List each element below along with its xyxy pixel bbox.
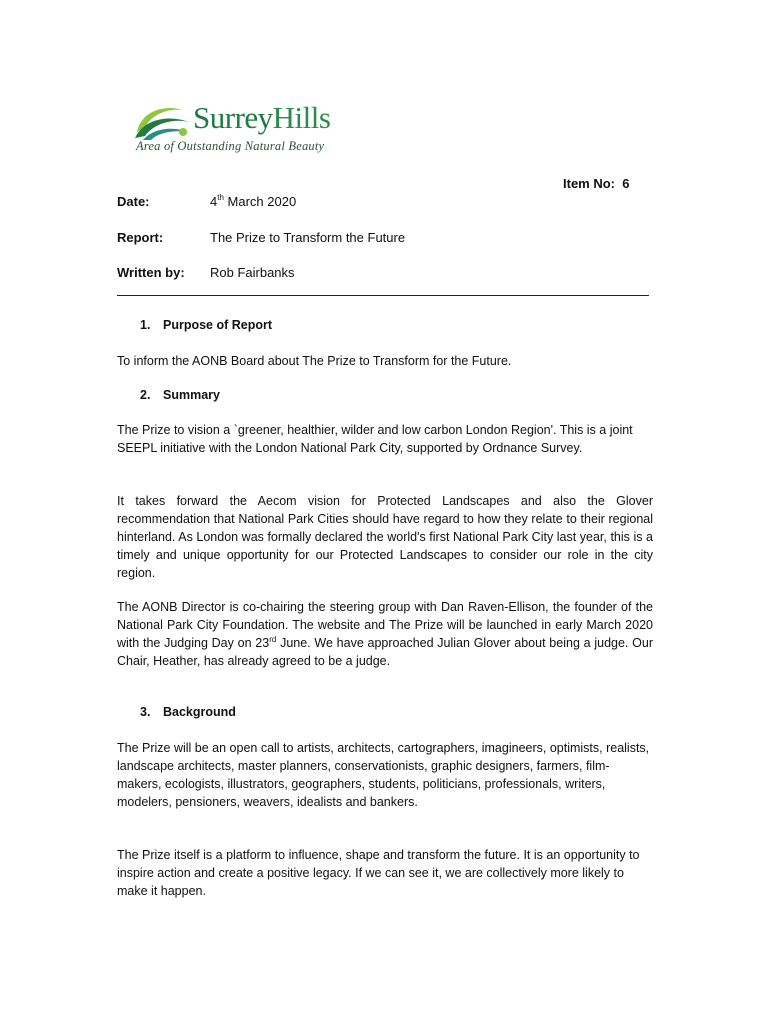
written-by-label: Written by: bbox=[117, 265, 185, 280]
item-number bbox=[563, 176, 629, 191]
report-value: The Prize to Transform the Future bbox=[210, 230, 406, 245]
item-number-value: 6 bbox=[622, 176, 630, 191]
purpose-paragraph: To inform the AONB Board about The Prize to Transform for the Future. bbox=[117, 354, 512, 368]
item-number-label: Item No: bbox=[563, 176, 615, 191]
date-value: 4th March 2020 bbox=[210, 193, 297, 209]
date-label: Date: bbox=[117, 194, 150, 209]
summary-paragraph-3: The AONB Director is co-chairing the steering group with Dan Raven-Ellison, the founder of the National Park City Foundation. The website and The Prize will be launched in early March 2020 with the Judging Day on 23rd June. We have approached Julian Glover about being a judge. Our Chair, Heather, has already agreed to be a judge. bbox=[117, 600, 653, 668]
surrey-hills-logo bbox=[133, 98, 363, 160]
report-label: Report: bbox=[117, 230, 164, 245]
section-heading-purpose: 1. Purpose of Report bbox=[140, 318, 273, 332]
horizontal-divider bbox=[117, 295, 649, 296]
logo-wordmark: SurreyHills bbox=[193, 100, 331, 135]
written-by-value: Rob Fairbanks bbox=[210, 265, 295, 280]
section-heading-background: 3. Background bbox=[140, 705, 236, 719]
background-paragraph-2: The Prize itself is a platform to influence, shape and transform the future. It is an opportunity to inspire action and create a positive legacy. If we can see it, we are collectively more likely to make it happen. bbox=[117, 848, 640, 898]
section-heading-summary: 2. Summary bbox=[140, 388, 220, 402]
logo-tagline: Area of Outstanding Natural Beauty bbox=[136, 139, 325, 153]
background-paragraph-1: The Prize will be an open call to artists, architects, cartographers, imagineers, optimists, realists, landscape architects, master planners, conservationists, graphic designers, farmers, film-makers, ecologists, illustrators, geographers, students, politicians, professionals, writers, modelers, pensioners, weavers, idealists and bankers. bbox=[117, 741, 650, 809]
swirl-logo-icon bbox=[133, 102, 191, 142]
summary-paragraph-2: It takes forward the Aecom vision for Protected Landscapes and also the Glover recommendation that National Park Cities should have regard to how they relate to their regional hinterland. As London was formally declared the world's first National Park City last year, this is a timely and unique opportunity for our Protected Landscapes to consider our role in the city region. bbox=[117, 494, 653, 580]
summary-paragraph-1: The Prize to vision a `greener, healthier, wilder and low carbon London Region'. This is a joint SEEPL initiative with the London National Park City, supported by Ordnance Survey. bbox=[117, 423, 633, 455]
